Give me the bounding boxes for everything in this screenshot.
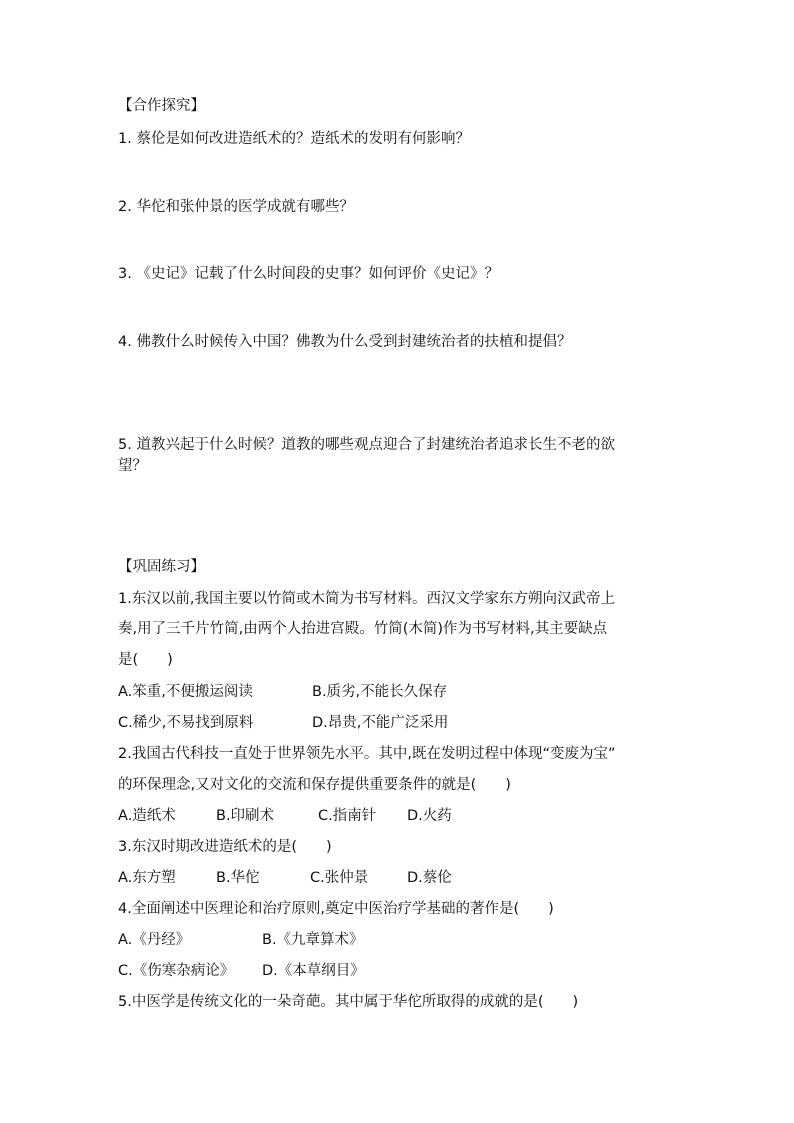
cooperative-question-5-line1: 5. 道教兴起于什么时候？道教的哪些观点迎合了封建统治者追求长生不老的欲 xyxy=(118,437,615,453)
practice-q4-line1: 4.全面阐述中医理论和治疗原则,奠定中医治疗学基础的著作是( ) xyxy=(118,901,554,917)
practice-q1-line3: 是( ) xyxy=(118,652,173,668)
practice-q4-option-d: D.《本草纲目》 xyxy=(262,963,365,979)
practice-q2-line1: 2.我国古代科技一直处于世界领先水平。其中,既在发明过程中体现“变废为宝” xyxy=(118,746,616,762)
practice-q2-option-b: B.印刷术 xyxy=(216,808,275,824)
practice-q2-line2: 的环保理念,又对文化的交流和保存提供重要条件的就是( ) xyxy=(118,777,511,793)
cooperative-question-3: 3. 《史记》记载了什么时间段的史事？如何评价《史记》？ xyxy=(118,266,499,282)
practice-q3-option-b: B.华佗 xyxy=(216,870,260,886)
practice-q5-line1: 5.中医学是传统文化的一朵奇葩。其中属于华佗所取得的成就的是( ) xyxy=(118,994,579,1010)
cooperative-question-4: 4. 佛教什么时候传入中国？佛教为什么受到封建统治者的扶植和提倡？ xyxy=(118,334,572,350)
practice-q1-option-a: A.笨重,不便搬运阅读 xyxy=(118,684,253,700)
practice-q4-option-a: A.《丹经》 xyxy=(118,932,191,948)
section-heading-cooperative: 【合作探究】 xyxy=(118,98,205,114)
practice-q2-option-d: D.火药 xyxy=(407,808,452,824)
practice-q1-option-c: C.稀少,不易找到原料 xyxy=(118,715,254,731)
practice-q1-line2: 奏,用了三千片竹简,由两个人抬进宫殿。竹简(木简)作为书写材料,其主要缺点 xyxy=(118,621,608,637)
practice-q1-line1: 1.东汉以前,我国主要以竹简或木简为书写材料。西汉文学家东方朔向汉武帝上 xyxy=(118,591,615,607)
section-heading-practice: 【巩固练习】 xyxy=(118,559,205,575)
practice-q1-option-b: B.质劣,不能长久保存 xyxy=(312,684,448,700)
practice-q4-option-c: C.《伤寒杂病论》 xyxy=(118,963,235,979)
practice-q1-option-d: D.昂贵,不能广泛采用 xyxy=(312,715,449,731)
cooperative-question-5-line2: 望？ xyxy=(118,458,147,474)
practice-q4-option-b: B.《九章算术》 xyxy=(262,932,364,948)
cooperative-question-2: 2. 华佗和张仲景的医学成就有哪些？ xyxy=(118,199,354,215)
cooperative-question-1: 1. 蔡伦是如何改进造纸术的？造纸术的发明有何影响？ xyxy=(118,131,470,147)
practice-q2-option-a: A.造纸术 xyxy=(118,808,176,824)
practice-q2-option-c: C.指南针 xyxy=(318,808,377,824)
practice-q3-option-a: A.东方塑 xyxy=(118,870,176,886)
practice-q3-option-d: D.蔡伦 xyxy=(407,870,452,886)
practice-q3-option-c: C.张仲景 xyxy=(310,870,369,886)
practice-q3-line1: 3.东汉时期改进造纸术的是( ) xyxy=(118,839,332,855)
